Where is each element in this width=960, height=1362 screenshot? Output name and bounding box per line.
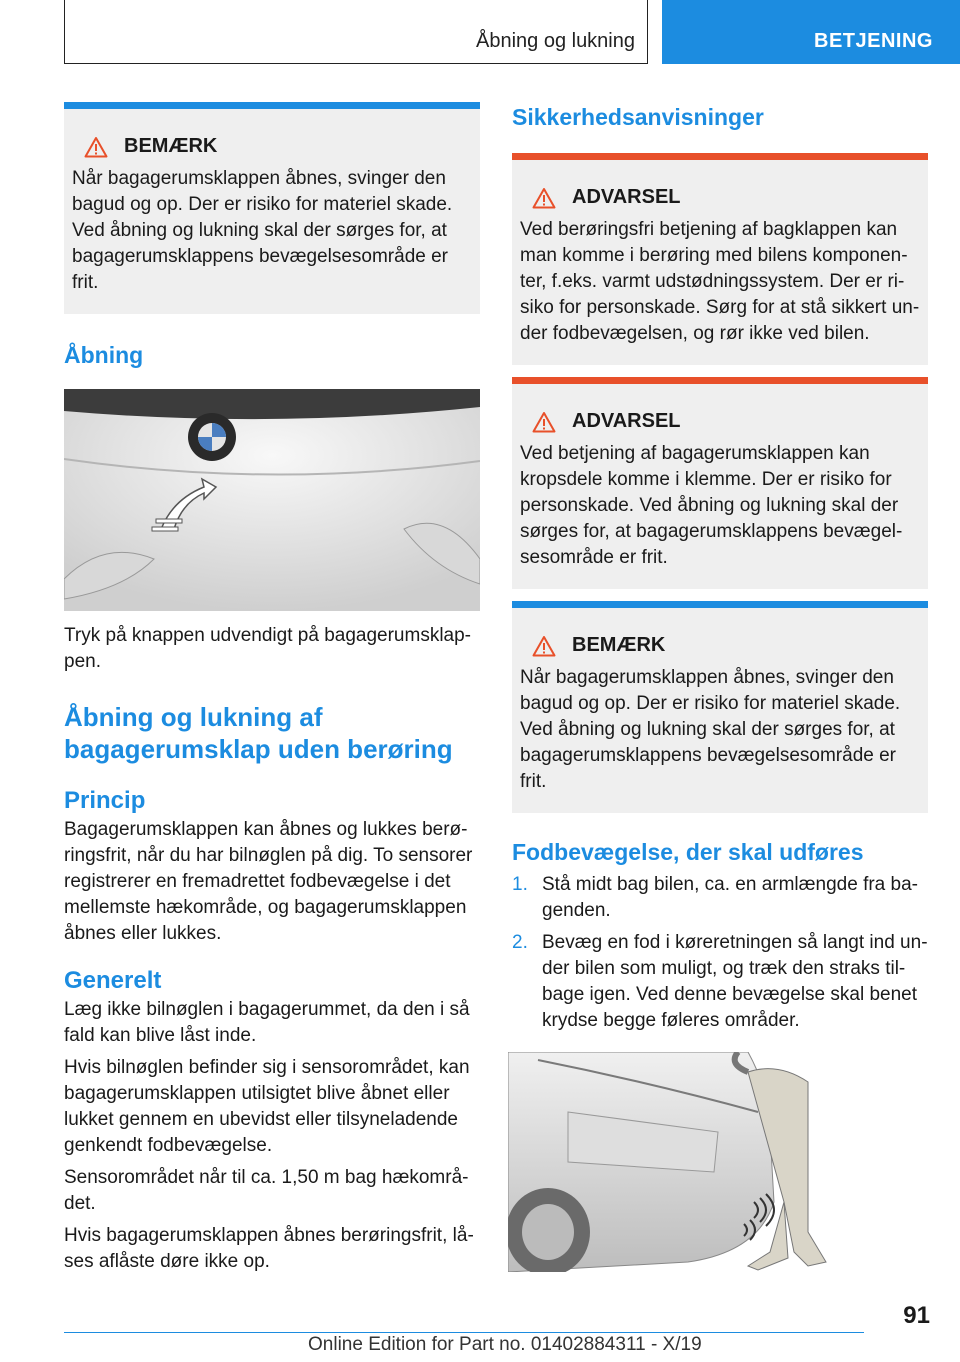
chapter-tab[interactable]: BETJENING bbox=[662, 0, 960, 64]
foot-gesture-illustration bbox=[508, 1052, 864, 1272]
general-text-4: Hvis bagagerumsklappen åbnes berøringsfrit, låses aflåste døre ikke op. bbox=[64, 1225, 474, 1272]
section-title-touchless: Åbning og lukning af bagagerumsklap uden berøring bbox=[64, 702, 453, 764]
warning-triangle-icon bbox=[532, 187, 556, 209]
right-column bbox=[512, 96, 928, 1272]
note-heading bbox=[84, 135, 472, 158]
footer-divider bbox=[64, 1332, 864, 1333]
header-box bbox=[64, 0, 648, 64]
list-item bbox=[512, 930, 928, 1034]
steps-list bbox=[512, 872, 928, 1034]
page-number: 91 bbox=[903, 1302, 930, 1329]
general-text-3: Sensorområdet når til ca. 1,50 m bag hækområdet. bbox=[64, 1167, 469, 1214]
foot-gesture-svg bbox=[508, 1052, 864, 1272]
note-heading-text: BEMÆRK bbox=[124, 135, 218, 157]
general-text-1: Læg ikke bilnøglen i bagagerummet, da den i så fald kan blive låst inde. bbox=[64, 999, 470, 1046]
header-title: Åbning og lukning bbox=[475, 30, 635, 52]
warning-triangle-icon bbox=[532, 635, 556, 657]
subsection-title-principle: Princip bbox=[64, 787, 146, 814]
warning-1-heading bbox=[532, 186, 920, 209]
section-title-safety: Sikkerhedsanvisninger bbox=[512, 104, 764, 130]
warning-1-heading-text: ADVARSEL bbox=[572, 186, 681, 208]
step-text: Bevæg en fod i køreretningen så langt ind under bilen som muligt, og træk den straks tilbage igen. Ved denne bevægelse skal benet krydse begge føleres områder. bbox=[542, 932, 928, 1031]
left-column bbox=[64, 102, 480, 1275]
general-text-2: Hvis bilnøglen befinder sig i sensorområdet, kan bagagerumsklappen utilsigtet blive åbnet eller lukket gennem en ubevidst eller tilsyneladende genkendt fodbevægelse. bbox=[64, 1057, 470, 1156]
note-box bbox=[64, 102, 480, 314]
note-body: Når bagagerumsklappen åbnes, svinger den bagud og op. Der er risiko for materiel skade. Ved åbning og lukning skal der sørges for, at bagagerumsklappens bevægelsesområde er frit. bbox=[72, 168, 453, 293]
warning-box-1 bbox=[512, 153, 928, 365]
step-number: 2. bbox=[512, 932, 528, 953]
warning-triangle-icon bbox=[84, 136, 108, 158]
opening-caption: Tryk på knappen udvendigt på bagagerumsklappen. bbox=[64, 625, 471, 672]
note-right-heading-text: BEMÆRK bbox=[572, 634, 666, 656]
warning-1-body: Ved berøringsfri betjening af bagklappen kan man komme i berøring med bilens komponenter, f.eks. varmt udstødningssystem. Der er risiko for personskade. Sørg for at stå sikkert under fodbevægelsen, og rør ikke ved bilen. bbox=[520, 219, 920, 344]
warning-2-heading bbox=[532, 410, 920, 433]
step-text: Stå midt bag bilen, ca. en armlængde fra bagenden. bbox=[542, 874, 918, 921]
trunk-button-illustration bbox=[64, 389, 480, 611]
warning-box-2 bbox=[512, 377, 928, 589]
footer-text: Online Edition for Part no. 01402884311 - X/19 bbox=[308, 1334, 702, 1355]
principle-text: Bagagerumsklappen kan åbnes og lukkes berøringsfrit, når du har bilnøglen på dig. To sensorer registrerer en fremadrettet fodbevægelse i det mellemste hækområde, og bagagerumsklappen åbnes eller lukkes. bbox=[64, 819, 473, 944]
note-box-right bbox=[512, 601, 928, 813]
note-right-heading bbox=[532, 634, 920, 657]
warning-2-heading-text: ADVARSEL bbox=[572, 410, 681, 432]
trunk-image-svg bbox=[64, 389, 480, 611]
list-item bbox=[512, 872, 928, 924]
section-title-opening: Åbning bbox=[64, 342, 144, 368]
note-right-body: Når bagagerumsklappen åbnes, svinger den bagud og op. Der er risiko for materiel skade. Ved åbning og lukning skal der sørges for, at bagagerumsklappens bevægelsesområde er frit. bbox=[520, 667, 901, 792]
step-number: 1. bbox=[512, 874, 528, 895]
subsection-title-general: Generelt bbox=[64, 967, 162, 994]
section-title-foot-movement: Fodbevægelse, der skal udføres bbox=[512, 839, 864, 865]
warning-2-body: Ved betjening af bagagerumsklappen kan kropsdele komme i klemme. Der er risiko for personskade. Ved åbning og lukning skal der sørges for, at bagagerumsklappens bevægelsesområde er frit. bbox=[520, 443, 903, 568]
warning-triangle-icon bbox=[532, 411, 556, 433]
